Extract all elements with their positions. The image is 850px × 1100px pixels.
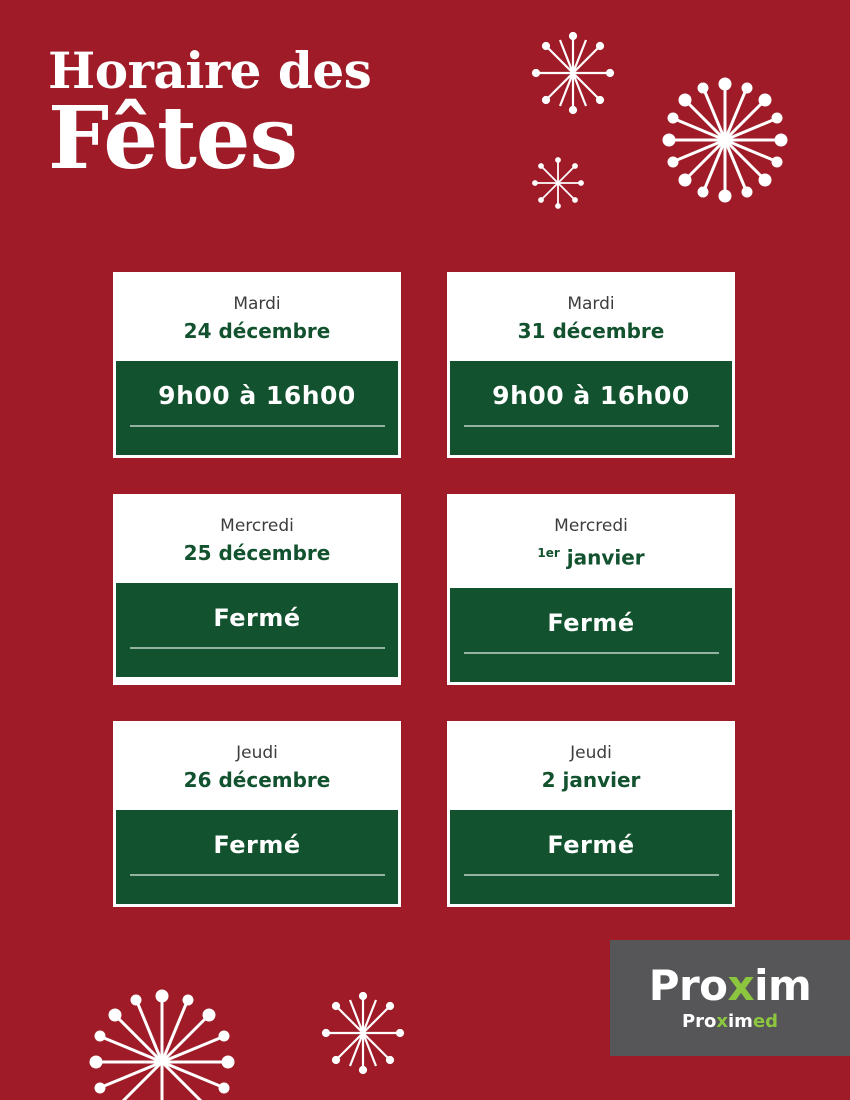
card-date-label (126, 317, 388, 345)
card-body (450, 361, 732, 455)
card-date-text: 24 décembre (183, 319, 331, 343)
card-header (116, 497, 398, 583)
card-underline (130, 874, 385, 876)
card-date-label (460, 539, 722, 572)
card-header (450, 275, 732, 361)
card-status-text: Fermé (213, 830, 301, 859)
card-day-label: Jeudi (236, 742, 278, 763)
title-line-1: Horaire des (48, 41, 372, 100)
card-date-superscript: 1er (537, 546, 560, 560)
card-date-label (460, 317, 722, 345)
schedule-card (113, 494, 401, 685)
logo-im: im (754, 961, 812, 1010)
title-line-2: Fêtes (48, 88, 297, 189)
schedule-card (447, 494, 735, 685)
card-day-label: Mercredi (220, 516, 294, 536)
card-underline (464, 425, 719, 427)
card-header (450, 724, 732, 810)
card-underline (130, 647, 385, 649)
card-day-label: Mardi (567, 294, 615, 314)
card-date-label (460, 766, 722, 794)
snowflake-bottom-small-icon (320, 990, 406, 1076)
snowflake-top-large-icon (655, 70, 795, 210)
card-day-label: Mercredi (554, 516, 628, 536)
card-status-text: Fermé (547, 608, 635, 637)
card-date-label (126, 766, 388, 794)
card-header (116, 275, 398, 361)
logo-wordmark (649, 963, 812, 1009)
card-body (116, 361, 398, 455)
card-underline (130, 425, 385, 427)
logo-pro: Pro (648, 961, 728, 1010)
card-date-text: 31 décembre (517, 319, 665, 343)
logo-subbrand (682, 1011, 778, 1033)
card-body (116, 810, 398, 904)
card-date-label (126, 539, 388, 567)
card-body (450, 588, 732, 682)
card-day-label: Mardi (233, 294, 281, 314)
card-header (116, 724, 398, 810)
schedule-card (113, 721, 401, 907)
snowflake-top-small-icon (530, 30, 616, 116)
logo-sub-ed: ed (752, 1011, 779, 1032)
logo-sub-pro: Pro (681, 1011, 717, 1032)
proxim-logo (610, 940, 850, 1056)
card-date-text: 25 décembre (183, 541, 331, 565)
card-date-text: janvier (559, 545, 645, 570)
card-header (450, 497, 732, 588)
card-underline (464, 652, 719, 654)
schedule-grid (113, 272, 735, 907)
card-status-text: Fermé (213, 604, 301, 632)
logo-x: x (727, 961, 755, 1010)
schedule-card (113, 272, 401, 458)
card-status-text: Fermé (547, 830, 635, 859)
snowflake-top-tiny-icon (530, 155, 586, 211)
card-body (450, 810, 732, 904)
card-body (116, 583, 398, 677)
card-date-text: 2 janvier (541, 767, 641, 792)
page-title (48, 41, 372, 189)
card-day-label: Jeudi (570, 742, 612, 763)
schedule-card (447, 272, 735, 458)
card-status-text: 9h00 à 16h00 (492, 381, 690, 410)
snowflake-bottom-large-icon (78, 978, 246, 1100)
card-date-text: 26 décembre (183, 767, 331, 792)
logo-sub-x: x (716, 1011, 729, 1032)
logo-sub-im: im (728, 1011, 753, 1032)
card-status-text: 9h00 à 16h00 (158, 381, 356, 410)
schedule-card (447, 721, 735, 907)
card-underline (464, 874, 719, 876)
